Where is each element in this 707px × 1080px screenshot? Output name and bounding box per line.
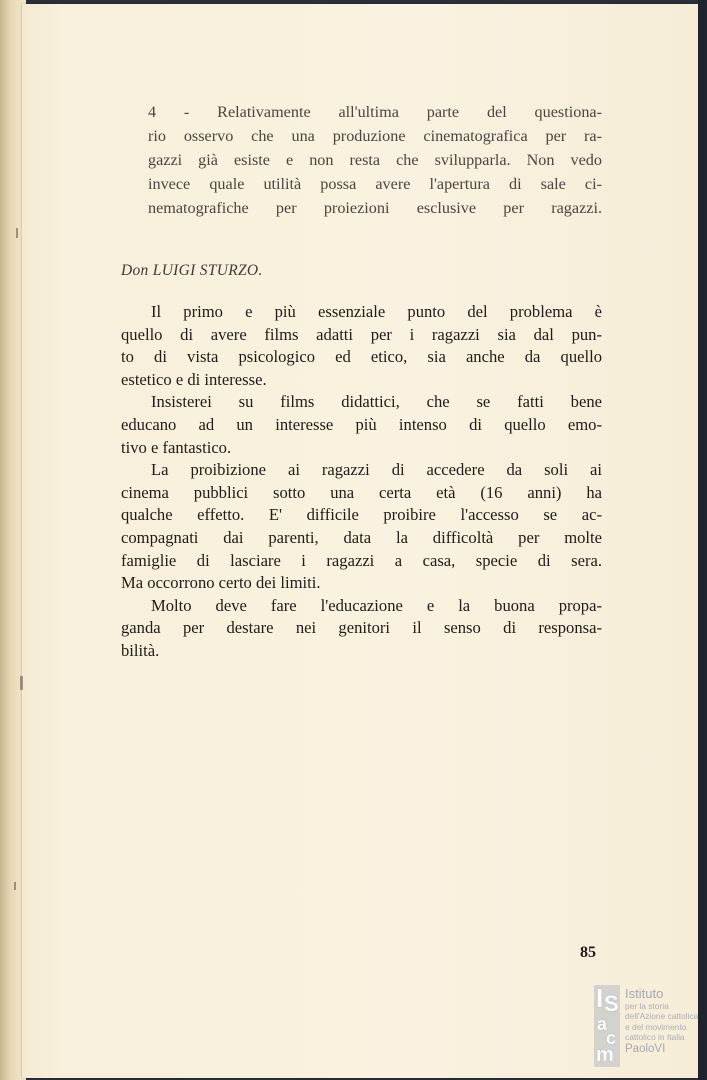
text-line: gazzi già esiste e non resta che svilupparla. Non vedo [148,151,602,169]
text-line: compagnati dai parenti, data la difficoltà per molte [121,527,602,547]
logo-letter: a [597,1014,608,1034]
logo-text [625,987,698,1055]
logo-subtitle-line: e del movimento [625,1021,687,1032]
text-line: estetico e di interesse. [121,369,267,389]
text-line: ganda per destare nei genitori il senso di responsa- [121,618,602,638]
logo-subtitle-line: dell'Azione cattolica [625,1011,699,1022]
logo-letter: m [596,1044,614,1066]
text-line: famiglie di lasciare i ragazzi a casa, specie di sera. [121,550,602,570]
margin-mark [20,676,23,690]
logo-letter: c [606,1028,617,1048]
text-line: nematografiche per proiezioni esclusive per ragazzi. [148,199,602,217]
text-line: quello di avere films adatti per i ragazzi sia dal pun- [121,324,602,344]
text-line: Molto deve fare l'educazione e la buona propa- [151,595,602,615]
text-line: 4 - Relativamente all'ultima parte del questiona- [148,103,602,121]
page-edge-right [698,0,707,1080]
body-text [121,301,602,663]
text-line: bilità. [121,640,160,660]
logo-subtitle-line: cattolico in Italia [625,1032,685,1043]
page-number: 85 [580,944,596,961]
text-line: rio osservo che una produzione cinematografica per ra- [148,127,602,145]
logo-title: Istituto [625,986,664,1001]
text-line: cinema pubblici sotto una certa età (16 anni) ha [121,482,602,502]
logo-letter: S [604,991,619,1016]
text-line: qualche effetto. E' difficile proibire l'accesso se ac- [121,505,602,525]
text-line: Il primo e più essenziale punto del problema è [151,302,602,321]
text-line: Insisterei su films didattici, che se fatti bene [151,392,602,412]
logo-monogram [594,985,622,1067]
logo-brand: PaoloVI [625,1042,666,1055]
paragraph-questionnaire [148,100,602,220]
margin-mark [16,228,18,238]
margin-mark [14,882,16,890]
text-line: tivo e fantastico. [121,437,232,457]
text-line: invece quale utilità possa avere l'apertura di sale ci- [148,175,602,193]
text-line: La proibizione ai ragazzi di accedere da soli ai [151,460,602,480]
logo-subtitle-line: per la storia [625,1001,669,1011]
text-line: to di vista psicologico ed etico, sia anche da quello [121,347,602,367]
logo-letter: I [596,983,604,1013]
text-line: Ma occorrono certo dei limiti. [121,573,321,593]
speaker-name: Don LUIGI STURZO. [121,262,263,279]
text-line: educano ad un interesse più intenso di quello emo- [121,414,602,434]
institute-watermark-logo [594,985,702,1070]
